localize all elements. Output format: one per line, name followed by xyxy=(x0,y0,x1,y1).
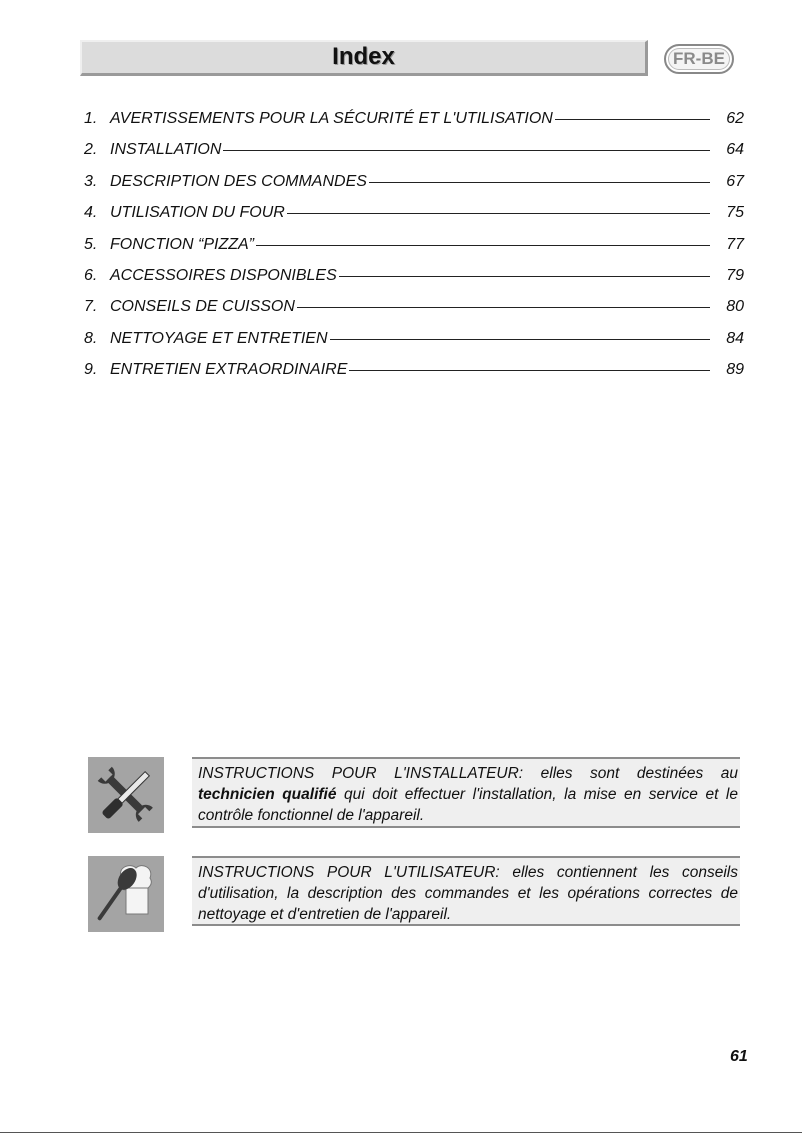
toc-page: 75 xyxy=(726,204,744,222)
toc-entry-3[interactable] xyxy=(84,173,744,204)
toc-number: 5. xyxy=(84,235,98,253)
toc-page: 84 xyxy=(726,329,744,347)
toc-title: ACCESSOIRES DISPONIBLES xyxy=(110,266,337,284)
index-title-bar xyxy=(80,40,648,76)
toc-leader-line xyxy=(349,370,710,371)
toc-number: 1. xyxy=(84,110,98,127)
toc-title: CONSEILS DE CUISSON xyxy=(110,298,295,316)
toc-entry-1[interactable] xyxy=(84,110,744,141)
toc-leader-line xyxy=(369,182,710,183)
toc-leader-line xyxy=(297,307,710,308)
toc-page: 64 xyxy=(726,141,744,159)
toc-number: 9. xyxy=(84,361,98,379)
toc-page: 80 xyxy=(726,298,744,316)
toc-leader-line xyxy=(256,245,710,246)
toc-number: 3. xyxy=(84,172,98,190)
toc-entry-9[interactable] xyxy=(84,361,744,392)
toc-title: NETTOYAGE ET ENTRETIEN xyxy=(110,329,328,347)
toc-leader-line xyxy=(339,276,710,277)
toc-leader-line xyxy=(555,119,710,120)
toc-title: ENTRETIEN EXTRAORDINAIRE xyxy=(110,361,348,379)
toc-title: UTILISATION DU FOUR xyxy=(110,204,285,222)
page-number: 61 xyxy=(730,1048,748,1065)
toc-title: INSTALLATION xyxy=(110,141,222,159)
toc-leader-line xyxy=(223,150,710,151)
toc-entry-2[interactable] xyxy=(84,141,744,172)
installer-instructions-note xyxy=(192,757,740,828)
installer-note-bold: technicien qualifié xyxy=(198,786,337,803)
toc-number: 7. xyxy=(84,298,98,316)
toc-entry-4[interactable] xyxy=(84,204,744,235)
toc-page: 79 xyxy=(726,266,744,284)
wrench-screwdriver-icon xyxy=(88,757,164,833)
toc-page: 67 xyxy=(726,172,744,190)
installer-note-text-end: qui doit effectuer l'installation, la mise en service et le contrôle fonctionnel de l'appareil. xyxy=(198,786,738,824)
toc-page: 89 xyxy=(726,361,744,379)
toc-number: 4. xyxy=(84,204,98,222)
table-of-contents xyxy=(84,110,744,393)
toc-number: 8. xyxy=(84,329,98,347)
toc-page: 77 xyxy=(726,235,744,253)
toc-entry-5[interactable] xyxy=(84,236,744,267)
spoon-chef-hat-icon xyxy=(88,856,164,932)
toc-title: FONCTION “PIZZA” xyxy=(110,235,254,253)
toc-entry-7[interactable] xyxy=(84,298,744,329)
toc-number: 6. xyxy=(84,266,98,284)
toc-title: DESCRIPTION DES COMMANDES xyxy=(110,172,367,190)
toc-leader-line xyxy=(330,339,710,340)
toc-title: AVERTISSEMENTS POUR LA SÉCURITÉ ET L'UTILISATION xyxy=(110,110,553,127)
installer-note-text: INSTRUCTIONS POUR L'INSTALLATEUR: elles sont destinées au xyxy=(198,765,738,782)
toc-entry-8[interactable] xyxy=(84,330,744,361)
toc-number: 2. xyxy=(84,141,98,159)
toc-entry-6[interactable] xyxy=(84,267,744,298)
toc-page: 62 xyxy=(726,110,744,127)
user-instructions-note xyxy=(192,856,740,926)
language-badge: FR-BE xyxy=(664,44,734,74)
toc-leader-line xyxy=(287,213,710,214)
user-note-text: INSTRUCTIONS POUR L'UTILISATEUR: elles contiennent les conseils d'utilisation, la description des commandes et les opérations correctes de nettoyage et d'entretien de l'appareil. xyxy=(198,864,738,923)
page-title: Index xyxy=(332,42,395,70)
bottom-divider xyxy=(0,1132,802,1133)
